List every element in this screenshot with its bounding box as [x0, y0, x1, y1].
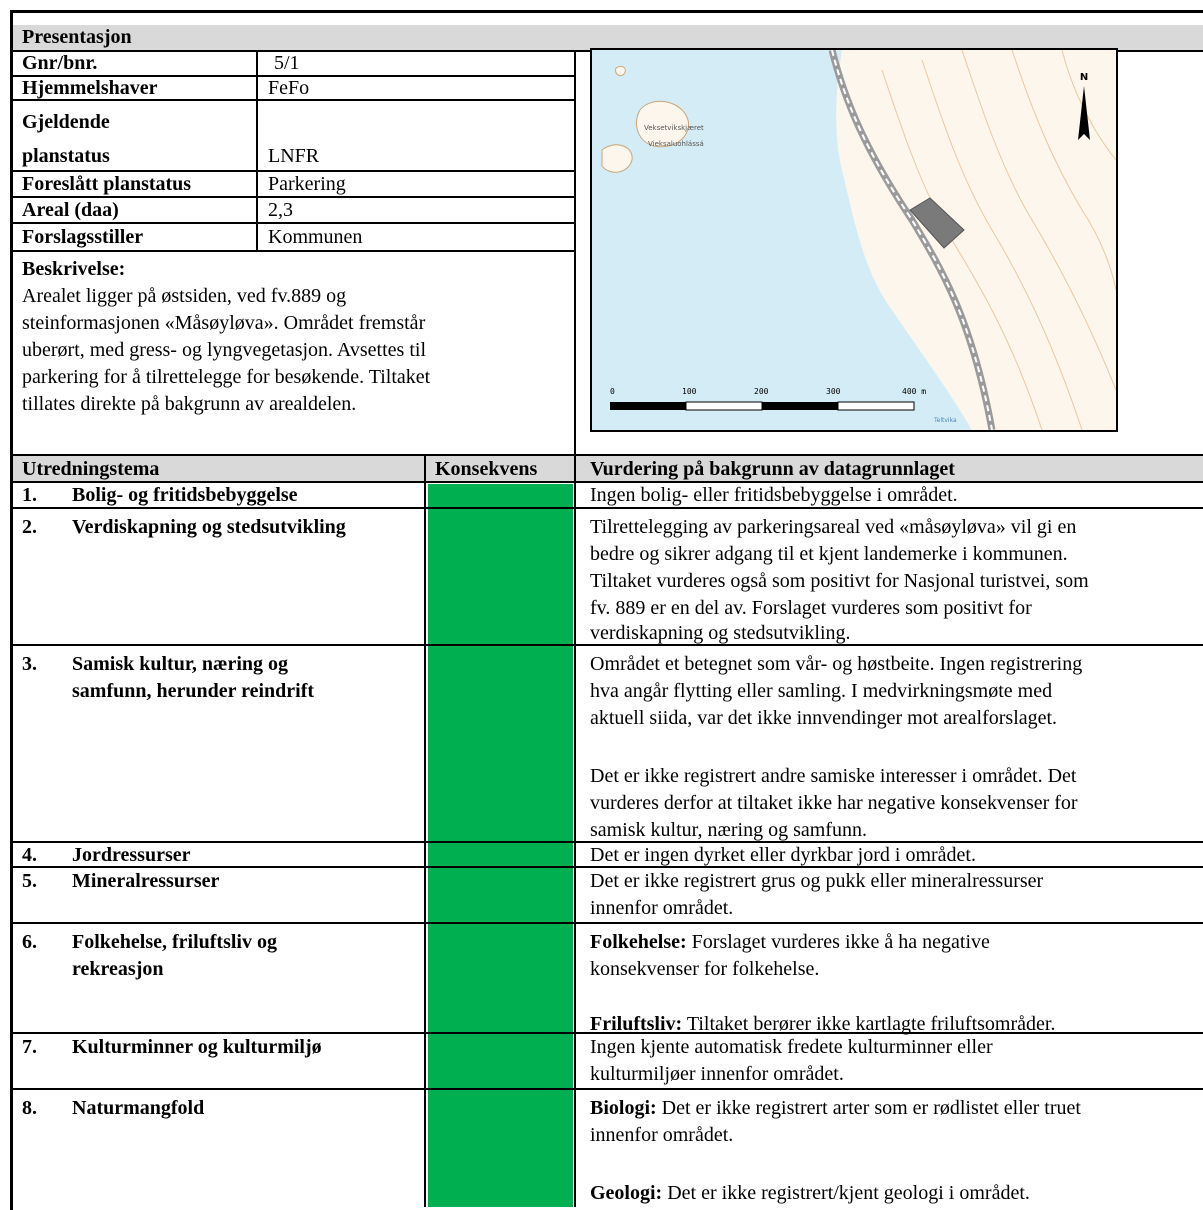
svg-text:300: 300	[826, 387, 841, 396]
island	[602, 145, 632, 172]
field-label-forslagsstiller: Forslagsstiller	[22, 226, 144, 248]
row-evaluation: konsekvenser for folkehelse.	[590, 958, 820, 980]
svg-text:400 m: 400 m	[902, 387, 927, 396]
row-topic: Kulturminner og kulturmiljø	[72, 1036, 322, 1058]
scale-segment	[838, 402, 914, 410]
header-topic: Utredningstema	[22, 458, 160, 480]
row-evaluation: innenfor området.	[590, 1124, 734, 1146]
header-consequence: Konsekvens	[435, 458, 538, 480]
scale-segment	[610, 402, 686, 410]
row-evaluation	[590, 1096, 1081, 1120]
scale-segment	[762, 402, 838, 410]
consequence-cell-1	[428, 484, 573, 507]
field-value-areal: 2,3	[268, 199, 293, 221]
field-label-foreslatt: Foreslått planstatus	[22, 173, 192, 195]
row-evaluation: Det er ikke registrert andre samiske interesser i området. Det	[590, 765, 1077, 787]
divider	[424, 456, 426, 1207]
header-evaluation: Vurdering på bakgrunn av datagrunnlaget	[590, 458, 955, 480]
row-evaluation: Det er ingen dyrket eller dyrkbar jord i området.	[590, 844, 976, 866]
row-evaluation	[590, 1181, 1030, 1205]
consequence-cell-2	[428, 509, 573, 644]
row-topic: rekreasjon	[72, 958, 164, 980]
svg-text:0: 0	[610, 387, 615, 396]
description-line: tillates direkte på bakgrunn av arealdelen.	[22, 393, 357, 415]
north-label: N	[1079, 72, 1089, 83]
row-evaluation: aktuell siida, var det ikke innvendinger mot arealforslaget.	[590, 707, 1058, 729]
field-label-planstatus-1: Gjeldende	[22, 111, 110, 133]
field-value-gnr: 5/1	[274, 52, 300, 74]
divider	[574, 50, 576, 455]
map-graphic	[592, 50, 1116, 430]
row-topic: Jordressurser	[72, 844, 191, 866]
description-line: steinformasjonen «Måsøyløva». Området fremstår	[22, 312, 426, 334]
map-credit: Teltvika	[934, 417, 957, 424]
consequence-cell-6	[428, 924, 573, 1032]
row-number: 3.	[22, 653, 37, 675]
row-evaluation: innenfor området.	[590, 897, 734, 919]
field-label-areal: Areal (daa)	[22, 199, 119, 221]
row-evaluation: Ingen kjente automatisk fredete kulturminner eller	[590, 1036, 993, 1058]
row-number: 4.	[22, 844, 37, 866]
consequence-cell-5	[428, 868, 573, 922]
svg-text:200: 200	[754, 387, 769, 396]
eval-text: Forslaget vurderes ikke å ha negative	[686, 931, 990, 953]
field-label-planstatus-2: planstatus	[22, 145, 110, 167]
row-evaluation: kulturmiljøer innenfor området.	[590, 1063, 844, 1085]
row-topic: Bolig- og fritidsbebyggelse	[72, 484, 298, 506]
field-label-gnr: Gnr/bnr.	[22, 52, 98, 74]
field-label-hjemmelshaver: Hjemmelshaver	[22, 77, 158, 99]
consequence-cell-8	[428, 1090, 573, 1207]
divider	[13, 507, 1203, 509]
row-evaluation: Tilrettelegging av parkeringsareal ved «måsøyløva» vil gi en	[590, 516, 1077, 538]
row-evaluation	[590, 930, 990, 954]
divider	[13, 922, 1203, 924]
eval-text: Tiltaket berører ikke kartlagte friluftsområder.	[682, 1013, 1056, 1035]
row-topic: Samisk kultur, næring og	[72, 653, 288, 675]
row-topic: Verdiskapning og stedsutvikling	[72, 516, 346, 538]
divider	[13, 222, 575, 224]
place-name: Veksetvikskjæret	[644, 124, 704, 132]
location-map	[590, 48, 1118, 432]
row-topic: Mineralressurser	[72, 870, 220, 892]
row-evaluation: hva angår flytting eller samling. I medvirkningsmøte med	[590, 680, 1053, 702]
description-label: Beskrivelse:	[22, 258, 126, 280]
row-evaluation: bedre og sikrer adgang til et kjent landemerke i kommunen.	[590, 543, 1068, 565]
north-arrow-icon	[1078, 86, 1090, 140]
row-evaluation: verdiskapning og stedsutvikling.	[590, 622, 851, 644]
row-evaluation: samisk kultur, næring og samfunn.	[590, 819, 867, 841]
eval-text: Det er ikke registrert arter som er rødlistet eller truet	[656, 1097, 1081, 1119]
islet	[616, 66, 626, 75]
eval-bold-label: Folkehelse:	[590, 931, 687, 953]
row-number: 5.	[22, 870, 37, 892]
field-value-hjemmelshaver: FeFo	[268, 77, 310, 99]
row-number: 7.	[22, 1036, 37, 1058]
consequence-cell-7	[428, 1034, 573, 1088]
row-evaluation: Ingen bolig- eller fritidsbebyggelse i området.	[590, 484, 958, 506]
presentation-header-bg-2	[13, 25, 1203, 50]
divider	[574, 456, 576, 1207]
row-evaluation: fv. 889 er en del av. Forslaget vurderes som positivt for	[590, 597, 1032, 619]
row-topic: Folkehelse, friluftsliv og	[72, 931, 277, 953]
row-evaluation: Området et betegnet som vår- og høstbeite. Ingen registrering	[590, 653, 1083, 675]
presentation-title-text: Presentasjon	[22, 26, 132, 48]
divider	[13, 250, 575, 252]
eval-bold-label: Friluftsliv:	[590, 1013, 683, 1035]
row-topic: samfunn, herunder reindrift	[72, 680, 315, 702]
description-line: uberørt, med gress- og lyngvegetasjon. Avsettes til	[22, 339, 426, 361]
eval-bold-label: Biologi:	[590, 1097, 657, 1119]
row-evaluation	[590, 1012, 1055, 1036]
scale-segment	[686, 402, 762, 410]
field-value-forslagsstiller: Kommunen	[268, 226, 363, 248]
row-topic: Naturmangfold	[72, 1097, 205, 1119]
description-line: Arealet ligger på østsiden, ved fv.889 og	[22, 285, 347, 307]
consequence-cell-3	[428, 646, 573, 841]
field-value-foreslatt: Parkering	[268, 173, 346, 195]
row-number: 2.	[22, 516, 37, 538]
row-evaluation: Tiltaket vurderes også som positivt for Nasjonal turistvei, som	[590, 570, 1089, 592]
row-number: 8.	[22, 1097, 37, 1119]
place-name: Vieksaluohlássá	[648, 140, 704, 148]
field-value-planstatus: LNFR	[268, 145, 320, 167]
consequence-cell-4	[428, 843, 573, 866]
row-number: 1.	[22, 484, 37, 506]
eval-text: Det er ikke registrert/kjent geologi i området.	[662, 1182, 1030, 1204]
row-number: 6.	[22, 931, 37, 953]
svg-text:100: 100	[682, 387, 697, 396]
divider	[13, 1088, 1203, 1090]
eval-bold-label: Geologi:	[590, 1182, 663, 1204]
description-line: parkering for å tilrettelegge for besøkende. Tiltaket	[22, 366, 431, 388]
parking-area	[910, 198, 964, 248]
row-evaluation: Det er ikke registrert grus og pukk eller mineralressurser	[590, 870, 1044, 892]
row-evaluation: vurderes derfor at tiltaket ikke har negative konsekvenser for	[590, 792, 1078, 814]
